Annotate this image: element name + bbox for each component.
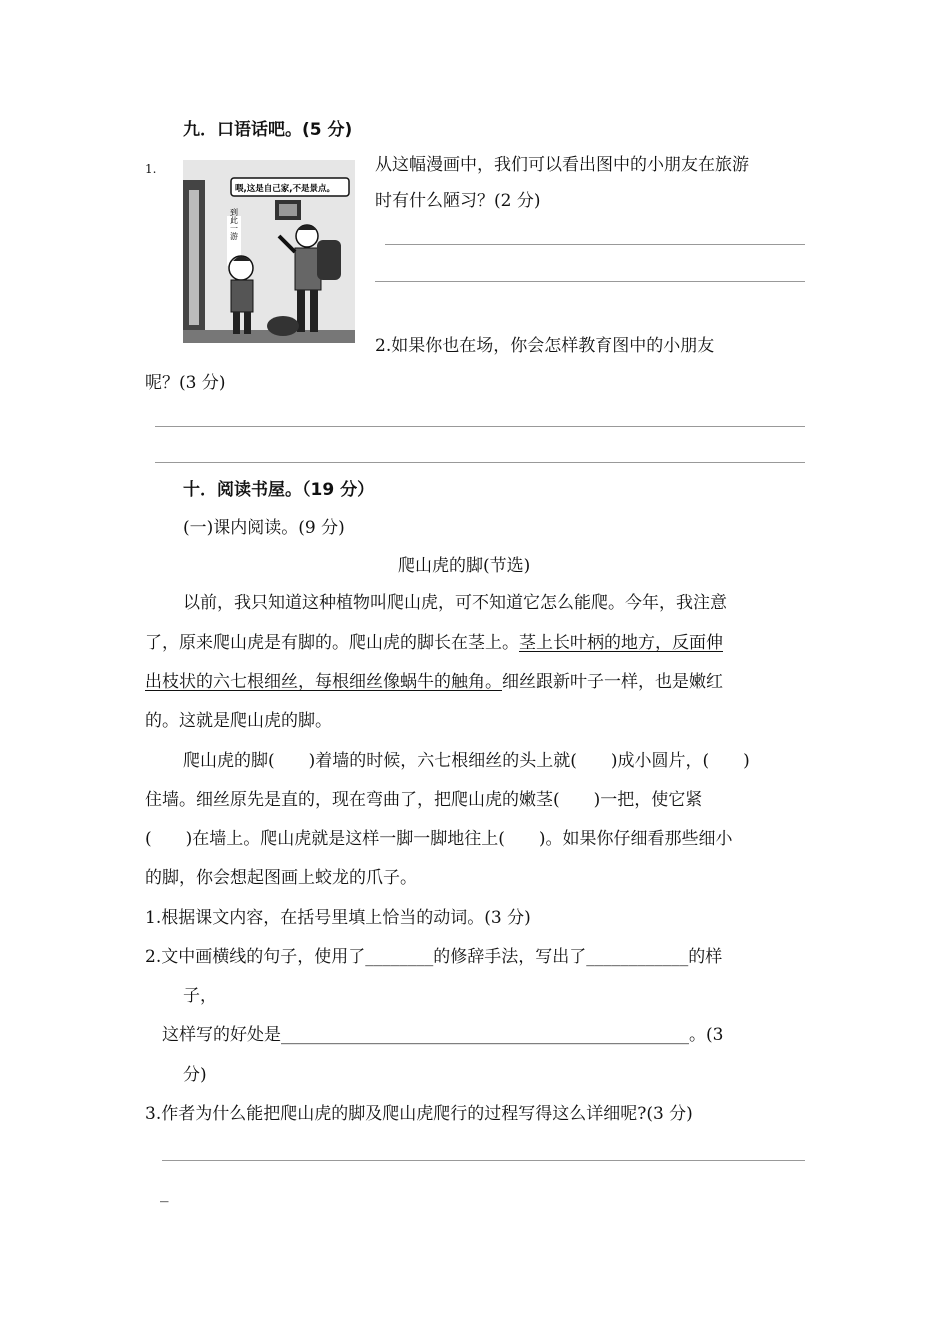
answer-line[interactable] <box>155 426 805 427</box>
graffiti-text: 到此一游 <box>229 208 239 240</box>
answer-line[interactable] <box>155 462 805 463</box>
passage-text: 了，原来爬山虎是有脚的。爬山虎的脚长在茎上。 <box>145 633 519 653</box>
answer-line[interactable] <box>385 244 805 245</box>
answer-line[interactable] <box>375 281 805 282</box>
q1-text-line2: 时有什么陋习？(2 分) <box>375 191 541 211</box>
underlined-sentence: 茎上长叶柄的地方，反面伸 <box>519 633 723 653</box>
passage-title: 爬山虎的脚(节选) <box>398 556 531 576</box>
trailing-mark: _ <box>160 1183 169 1203</box>
answer-line[interactable] <box>162 1160 805 1161</box>
passage-text: 细丝跟新叶子一样，也是嫩红 <box>502 672 723 692</box>
passage-line <box>145 671 723 693</box>
passage-line: ( )在墙上。爬山虎就是这样一脚一脚地往上( )。如果你仔细看那些细小 <box>145 829 733 849</box>
question-2-line1: 2.文中画横线的句子，使用了________的修辞手法，写出了____________的样 <box>145 947 723 967</box>
passage-line <box>145 632 723 654</box>
question-number: 1. <box>145 162 157 176</box>
question-3: 3.作者为什么能把爬山虎的脚及爬山虎爬行的过程写得这么详细呢?(3 分) <box>145 1104 693 1124</box>
speech-bubble-text: 喂,这是自己家,不是景点。 <box>235 184 335 194</box>
passage-line: 爬山虎的脚( )着墙的时候，六七根细丝的头上就( )成小圆片，( ) <box>183 751 750 771</box>
q1-text-line1: 从这幅漫画中，我们可以看出图中的小朋友在旅游 <box>375 155 749 175</box>
question-2-line3: 这样写的好处是________________________________________________。(3 <box>162 1025 724 1045</box>
underlined-sentence: 出枝状的六七根细丝，每根细丝像蜗牛的触角。 <box>145 672 502 692</box>
section-10-title: 十．阅读书屋。（19 分） <box>183 480 375 500</box>
passage-line: 的。这就是爬山虎的脚。 <box>145 711 332 731</box>
question-1: 1.根据课文内容，在括号里填上恰当的动词。(3 分) <box>145 908 531 928</box>
question-2-line4: 分) <box>183 1065 207 1085</box>
question-2-line2: 子， <box>183 986 217 1006</box>
cartoon-illustration <box>183 160 355 343</box>
q2-text-line2: 呢？(3 分) <box>145 373 226 393</box>
passage-line: 的脚，你会想起图画上蛟龙的爪子。 <box>145 868 417 888</box>
passage-line: 住墙。细丝原先是直的，现在弯曲了，把爬山虎的嫩茎( )一把，使它紧 <box>145 790 703 810</box>
passage-line: 以前，我只知道这种植物叫爬山虎，可不知道它怎么能爬。今年，我注意 <box>183 593 727 613</box>
q2-text-line1: 2.如果你也在场，你会怎样教育图中的小朋友 <box>375 336 715 356</box>
part-1-heading: (一)课内阅读。(9 分) <box>183 518 345 538</box>
section-9-title: 九．口语话吧。(5 分) <box>183 120 353 140</box>
